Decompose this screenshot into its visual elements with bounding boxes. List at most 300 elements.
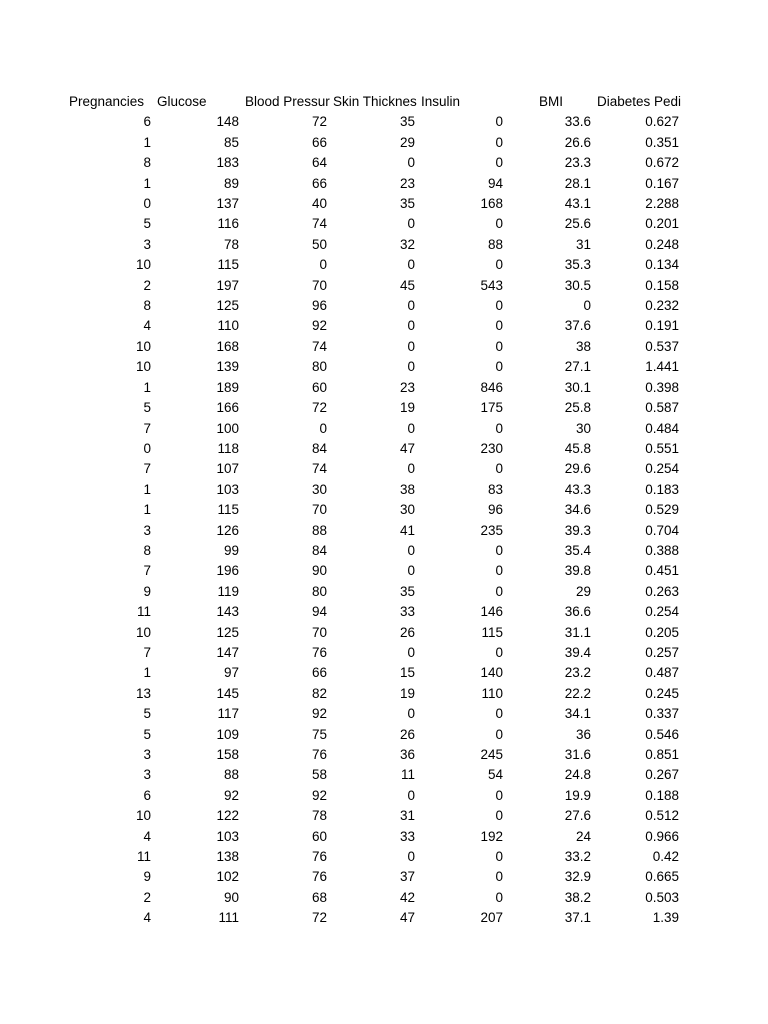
table-cell: 10 [135, 624, 151, 640]
table-row [67, 378, 683, 398]
column-header: Insulin [421, 94, 461, 109]
table-cell: 166 [216, 400, 239, 416]
table-cell: 0.201 [645, 216, 679, 232]
table-cell: 7 [143, 644, 151, 660]
table-cell: 0.134 [645, 257, 679, 273]
table-cell: 0 [495, 461, 503, 477]
table-cell: 33 [399, 828, 415, 844]
table-row [67, 827, 683, 847]
table-cell: 0 [407, 849, 415, 865]
table-cell: 30 [311, 481, 327, 497]
table-cell: 60 [311, 379, 327, 395]
table-cell: 0 [495, 134, 503, 150]
table-cell: 19.9 [564, 787, 591, 803]
table-cell: 147 [216, 644, 239, 660]
table-cell: 66 [311, 134, 327, 150]
table-cell: 66 [311, 175, 327, 191]
table-cell: 24.8 [564, 767, 591, 783]
table-cell: 0 [495, 849, 503, 865]
data-table [67, 92, 683, 929]
table-row [67, 255, 683, 275]
table-cell: 7 [143, 563, 151, 579]
table-cell: 78 [223, 236, 239, 252]
table-cell: 38 [399, 481, 415, 497]
table-cell: 103 [216, 481, 239, 497]
table-cell: 0 [495, 808, 503, 824]
table-cell: 8 [143, 542, 151, 558]
table-cell: 110 [217, 318, 239, 334]
table-cell: 0 [495, 583, 503, 599]
table-cell: 0.191 [645, 318, 679, 334]
table-cell: 111 [218, 910, 239, 926]
table-row [67, 602, 683, 622]
table-cell: 102 [216, 869, 239, 885]
table-cell: 92 [223, 787, 239, 803]
table-cell: 137 [216, 196, 239, 212]
table-cell: 146 [480, 604, 503, 620]
table-cell: 26 [399, 624, 415, 640]
table-cell: 32.9 [564, 869, 591, 885]
table-row [67, 847, 683, 867]
table-row [67, 867, 683, 887]
table-row [67, 316, 683, 336]
table-cell: 115 [481, 624, 503, 640]
table-cell: 31.6 [564, 747, 591, 762]
table-cell: 0.245 [645, 685, 679, 701]
table-cell: 11 [136, 849, 151, 865]
table-cell: 107 [216, 461, 239, 477]
table-cell: 0 [407, 155, 415, 171]
table-cell: 2.288 [645, 196, 679, 212]
table-cell: 66 [311, 665, 327, 681]
table-cell: 70 [311, 624, 327, 640]
table-cell: 45.8 [564, 440, 591, 456]
table-cell: 10 [135, 257, 151, 273]
table-cell: 84 [311, 440, 327, 456]
table-cell: 89 [223, 175, 239, 191]
table-cell: 97 [223, 665, 239, 681]
table-cell: 26 [399, 726, 415, 742]
table-cell: 80 [311, 359, 327, 375]
table-cell: 72 [311, 400, 327, 416]
table-cell: 33.6 [564, 114, 591, 130]
table-cell: 35 [399, 114, 415, 130]
table-cell: 30.5 [564, 277, 591, 293]
table-cell: 3 [143, 767, 151, 783]
table-cell: 27.6 [564, 808, 591, 824]
table-row [67, 765, 683, 785]
table-cell: 0.512 [645, 808, 679, 824]
table-cell: 94 [487, 175, 503, 191]
table-row [67, 174, 683, 194]
table-cell: 10 [135, 808, 151, 824]
table-row [67, 153, 683, 173]
table-cell: 38 [575, 338, 591, 354]
table-cell: 28.1 [564, 175, 591, 191]
table-cell: 4 [143, 318, 151, 334]
column-header: Blood Pressur [245, 94, 330, 109]
table-row [67, 745, 683, 765]
table-cell: 1 [143, 481, 151, 497]
table-row [67, 357, 683, 377]
table-cell: 37.6 [564, 318, 591, 334]
table-cell: 70 [311, 502, 327, 518]
table-cell: 36 [399, 747, 415, 762]
table-cell: 125 [216, 298, 239, 314]
table-cell: 4 [143, 828, 151, 844]
table-cell: 0.851 [645, 747, 679, 762]
table-cell: 192 [480, 828, 503, 844]
table-cell: 83 [487, 481, 503, 497]
table-cell: 0.665 [645, 869, 679, 885]
table-cell: 245 [480, 747, 503, 762]
table-cell: 1.441 [645, 359, 679, 375]
table-cell: 0 [495, 706, 503, 722]
table-cell: 26.6 [564, 134, 591, 150]
table-cell: 0.183 [645, 481, 679, 497]
table-cell: 0.487 [645, 665, 679, 681]
table-cell: 74 [311, 216, 327, 232]
table-cell: 140 [480, 665, 503, 681]
table-cell: 119 [217, 583, 239, 599]
table-cell: 0 [495, 726, 503, 742]
table-cell: 1 [143, 175, 151, 191]
table-cell: 72 [311, 114, 327, 130]
table-cell: 0.587 [645, 400, 679, 416]
column-header: Skin Thicknes [333, 94, 417, 109]
table-row [67, 908, 683, 928]
table-cell: 19 [399, 685, 415, 701]
table-cell: 85 [223, 134, 239, 150]
table-cell: 0.551 [645, 440, 679, 456]
table-cell: 0 [319, 257, 327, 273]
table-cell: 189 [216, 379, 239, 395]
table-row [67, 643, 683, 663]
table-cell: 3 [143, 236, 151, 252]
table-cell: 33 [399, 604, 415, 620]
table-cell: 0 [319, 420, 327, 436]
table-row [67, 112, 683, 132]
table-cell: 0 [407, 461, 415, 477]
table-cell: 90 [223, 889, 239, 905]
column-header: BMI [538, 94, 563, 109]
table-cell: 0.232 [645, 298, 679, 314]
table-cell: 88 [223, 767, 239, 783]
table-cell: 0 [495, 257, 503, 273]
table-cell: 45 [399, 277, 415, 293]
table-cell: 74 [311, 338, 327, 354]
table-cell: 168 [480, 196, 503, 212]
table-cell: 47 [399, 910, 415, 926]
table-cell: 145 [216, 685, 239, 701]
table-cell: 40 [311, 196, 327, 212]
table-cell: 183 [216, 155, 239, 171]
table-cell: 39.8 [564, 563, 591, 579]
table-row [67, 337, 683, 357]
table-cell: 13 [135, 685, 151, 701]
table-cell: 38.2 [564, 889, 591, 905]
table-cell: 42 [399, 889, 415, 905]
table-cell: 0 [495, 420, 503, 436]
table-cell: 543 [480, 277, 503, 293]
table-cell: 0 [143, 440, 151, 456]
table-cell: 29 [575, 583, 591, 599]
table-cell: 90 [311, 563, 327, 579]
table-cell: 0 [495, 155, 503, 171]
table-cell: 23.3 [564, 155, 591, 171]
table-cell: 92 [311, 787, 327, 803]
table-row [67, 684, 683, 704]
table-cell: 39.4 [564, 644, 591, 660]
table-cell: 0 [407, 706, 415, 722]
table-cell: 0.42 [652, 849, 679, 865]
table-cell: 125 [216, 624, 239, 640]
table-cell: 8 [143, 298, 151, 314]
table-cell: 80 [311, 583, 327, 599]
table-row [67, 888, 683, 908]
table-cell: 0 [407, 338, 415, 354]
table-row [67, 806, 683, 826]
table-cell: 88 [487, 236, 503, 252]
table-cell: 9 [143, 869, 151, 885]
table-cell: 15 [399, 665, 415, 681]
table-cell: 34.6 [564, 502, 591, 518]
table-cell: 0.388 [645, 542, 679, 558]
table-cell: 30 [399, 502, 415, 518]
table-cell: 175 [480, 400, 503, 416]
table-cell: 22.2 [564, 685, 591, 701]
table-cell: 0 [407, 644, 415, 660]
table-cell: 115 [217, 502, 239, 518]
table-cell: 74 [311, 461, 327, 477]
table-cell: 117 [217, 706, 239, 722]
table-cell: 9 [143, 583, 151, 599]
table-cell: 115 [217, 257, 239, 273]
table-cell: 35 [399, 583, 415, 599]
table-cell: 33.2 [564, 849, 591, 865]
table-row [67, 235, 683, 255]
column-header: Diabetes Pedi [597, 94, 682, 109]
table-cell: 2 [143, 277, 151, 293]
table-cell: 138 [216, 849, 239, 865]
table-cell: 92 [311, 318, 327, 334]
header-row [67, 92, 683, 112]
table-cell: 10 [135, 338, 151, 354]
table-cell: 0 [143, 196, 151, 212]
table-cell: 126 [216, 522, 239, 538]
table-cell: 0 [495, 563, 503, 579]
table-cell: 10 [135, 359, 151, 375]
table-cell: 27.1 [564, 359, 591, 375]
table-cell: 103 [216, 828, 239, 844]
table-row [67, 521, 683, 541]
table-cell: 96 [487, 502, 503, 518]
table-cell: 78 [311, 808, 327, 824]
table-cell: 0 [495, 787, 503, 803]
table-row [67, 623, 683, 643]
table-cell: 37 [399, 869, 415, 885]
table-cell: 0 [407, 420, 415, 436]
table-cell: 0 [495, 318, 503, 334]
table-row [67, 133, 683, 153]
table-row [67, 398, 683, 418]
table-cell: 31 [399, 808, 415, 824]
table-cell: 0.257 [645, 644, 679, 660]
table-row [67, 663, 683, 683]
table-cell: 109 [216, 726, 239, 742]
table-cell: 35 [399, 196, 415, 212]
table-cell: 76 [311, 869, 327, 885]
table-cell: 23.2 [564, 665, 591, 681]
table-cell: 116 [217, 216, 239, 232]
table-cell: 0 [407, 542, 415, 558]
table-cell: 23 [399, 379, 415, 395]
table-cell: 0 [495, 644, 503, 660]
table-cell: 0.254 [645, 461, 679, 477]
table-cell: 0.484 [645, 420, 679, 436]
table-cell: 0.546 [645, 726, 679, 742]
table-body [67, 112, 683, 928]
table-cell: 0 [495, 114, 503, 130]
table-cell: 25.8 [564, 400, 591, 416]
table-row [67, 459, 683, 479]
table-cell: 197 [216, 277, 239, 293]
table-row [67, 561, 683, 581]
table-cell: 47 [399, 440, 415, 456]
table-cell: 0.704 [645, 522, 679, 538]
table-cell: 0 [495, 889, 503, 905]
table-cell: 70 [311, 277, 327, 293]
table-cell: 0 [407, 318, 415, 334]
table-cell: 0 [407, 359, 415, 375]
table-row [67, 500, 683, 520]
table-cell: 72 [311, 910, 327, 926]
table-cell: 0.248 [645, 236, 679, 252]
table-cell: 76 [311, 644, 327, 660]
table-row [67, 480, 683, 500]
table-cell: 0 [407, 787, 415, 803]
table-row [67, 725, 683, 745]
table-cell: 23 [399, 175, 415, 191]
table-cell: 31.1 [564, 624, 591, 640]
table-cell: 1.39 [652, 910, 679, 926]
table-row [67, 786, 683, 806]
table-cell: 207 [480, 910, 503, 926]
table-cell: 60 [311, 828, 327, 844]
table-cell: 168 [216, 338, 239, 354]
table-cell: 37.1 [564, 910, 591, 926]
table-cell: 11 [136, 604, 151, 620]
table-cell: 0.188 [645, 787, 679, 803]
table-cell: 0.966 [645, 828, 679, 844]
table-cell: 143 [216, 604, 239, 620]
table-cell: 0.337 [645, 706, 679, 722]
table-cell: 4 [143, 910, 151, 926]
table-cell: 68 [311, 889, 327, 905]
table-cell: 0.263 [645, 583, 679, 599]
table-cell: 196 [216, 563, 239, 579]
table-cell: 122 [216, 808, 239, 824]
table-cell: 84 [311, 542, 327, 558]
table-cell: 88 [311, 522, 327, 538]
table-row [67, 419, 683, 439]
table-cell: 0 [495, 869, 503, 885]
table-cell: 0.398 [645, 379, 679, 395]
table-cell: 6 [143, 787, 151, 803]
table-cell: 31 [575, 236, 591, 252]
table-cell: 39.3 [564, 522, 591, 538]
table-cell: 139 [216, 359, 239, 375]
table-cell: 30 [575, 420, 591, 436]
table-cell: 0.451 [645, 563, 679, 579]
table-cell: 0 [495, 359, 503, 375]
table-row [67, 276, 683, 296]
table-cell: 58 [311, 767, 327, 783]
table-cell: 148 [216, 114, 239, 130]
table-cell: 1 [143, 665, 151, 681]
table-row [67, 194, 683, 214]
table-cell: 0.167 [645, 175, 679, 191]
table-row [67, 704, 683, 724]
table-cell: 0 [495, 216, 503, 232]
table-cell: 0 [583, 298, 591, 314]
table-cell: 29.6 [564, 461, 591, 477]
table-cell: 32 [399, 236, 415, 252]
table-cell: 0 [495, 298, 503, 314]
table-cell: 3 [143, 747, 151, 762]
table-cell: 43.3 [564, 481, 591, 497]
table-cell: 94 [311, 604, 327, 620]
table-cell: 118 [217, 440, 239, 456]
table-cell: 6 [143, 114, 151, 130]
table-cell: 54 [487, 767, 503, 783]
table-cell: 36 [575, 726, 591, 742]
table-cell: 8 [143, 155, 151, 171]
table-cell: 0 [407, 298, 415, 314]
table-cell: 0.254 [645, 604, 679, 620]
table-cell: 0.627 [645, 114, 679, 130]
table-cell: 11 [400, 767, 415, 783]
table-cell: 0 [407, 257, 415, 273]
table-cell: 5 [143, 400, 151, 416]
table-cell: 43.1 [564, 196, 591, 212]
table-cell: 99 [223, 542, 239, 558]
table-cell: 25.6 [564, 216, 591, 232]
table-cell: 35.4 [564, 542, 591, 558]
table-cell: 76 [311, 849, 327, 865]
table-cell: 0.267 [645, 767, 679, 783]
table-row [67, 439, 683, 459]
table-cell: 96 [311, 298, 327, 314]
table-cell: 0.529 [645, 502, 679, 518]
table-cell: 7 [143, 420, 151, 436]
table-cell: 230 [480, 440, 503, 456]
table-cell: 0.351 [645, 134, 679, 150]
table-cell: 5 [143, 706, 151, 722]
table-cell: 2 [143, 889, 151, 905]
table-cell: 29 [399, 134, 415, 150]
table-cell: 76 [311, 747, 327, 762]
table-cell: 0.158 [645, 277, 679, 293]
table-cell: 36.6 [564, 604, 591, 620]
table-cell: 0 [495, 542, 503, 558]
table-row [67, 582, 683, 602]
table-cell: 1 [143, 379, 151, 395]
table-cell: 3 [143, 522, 151, 538]
table-cell: 64 [311, 155, 327, 171]
table-row [67, 296, 683, 316]
table-cell: 0.672 [645, 155, 679, 171]
